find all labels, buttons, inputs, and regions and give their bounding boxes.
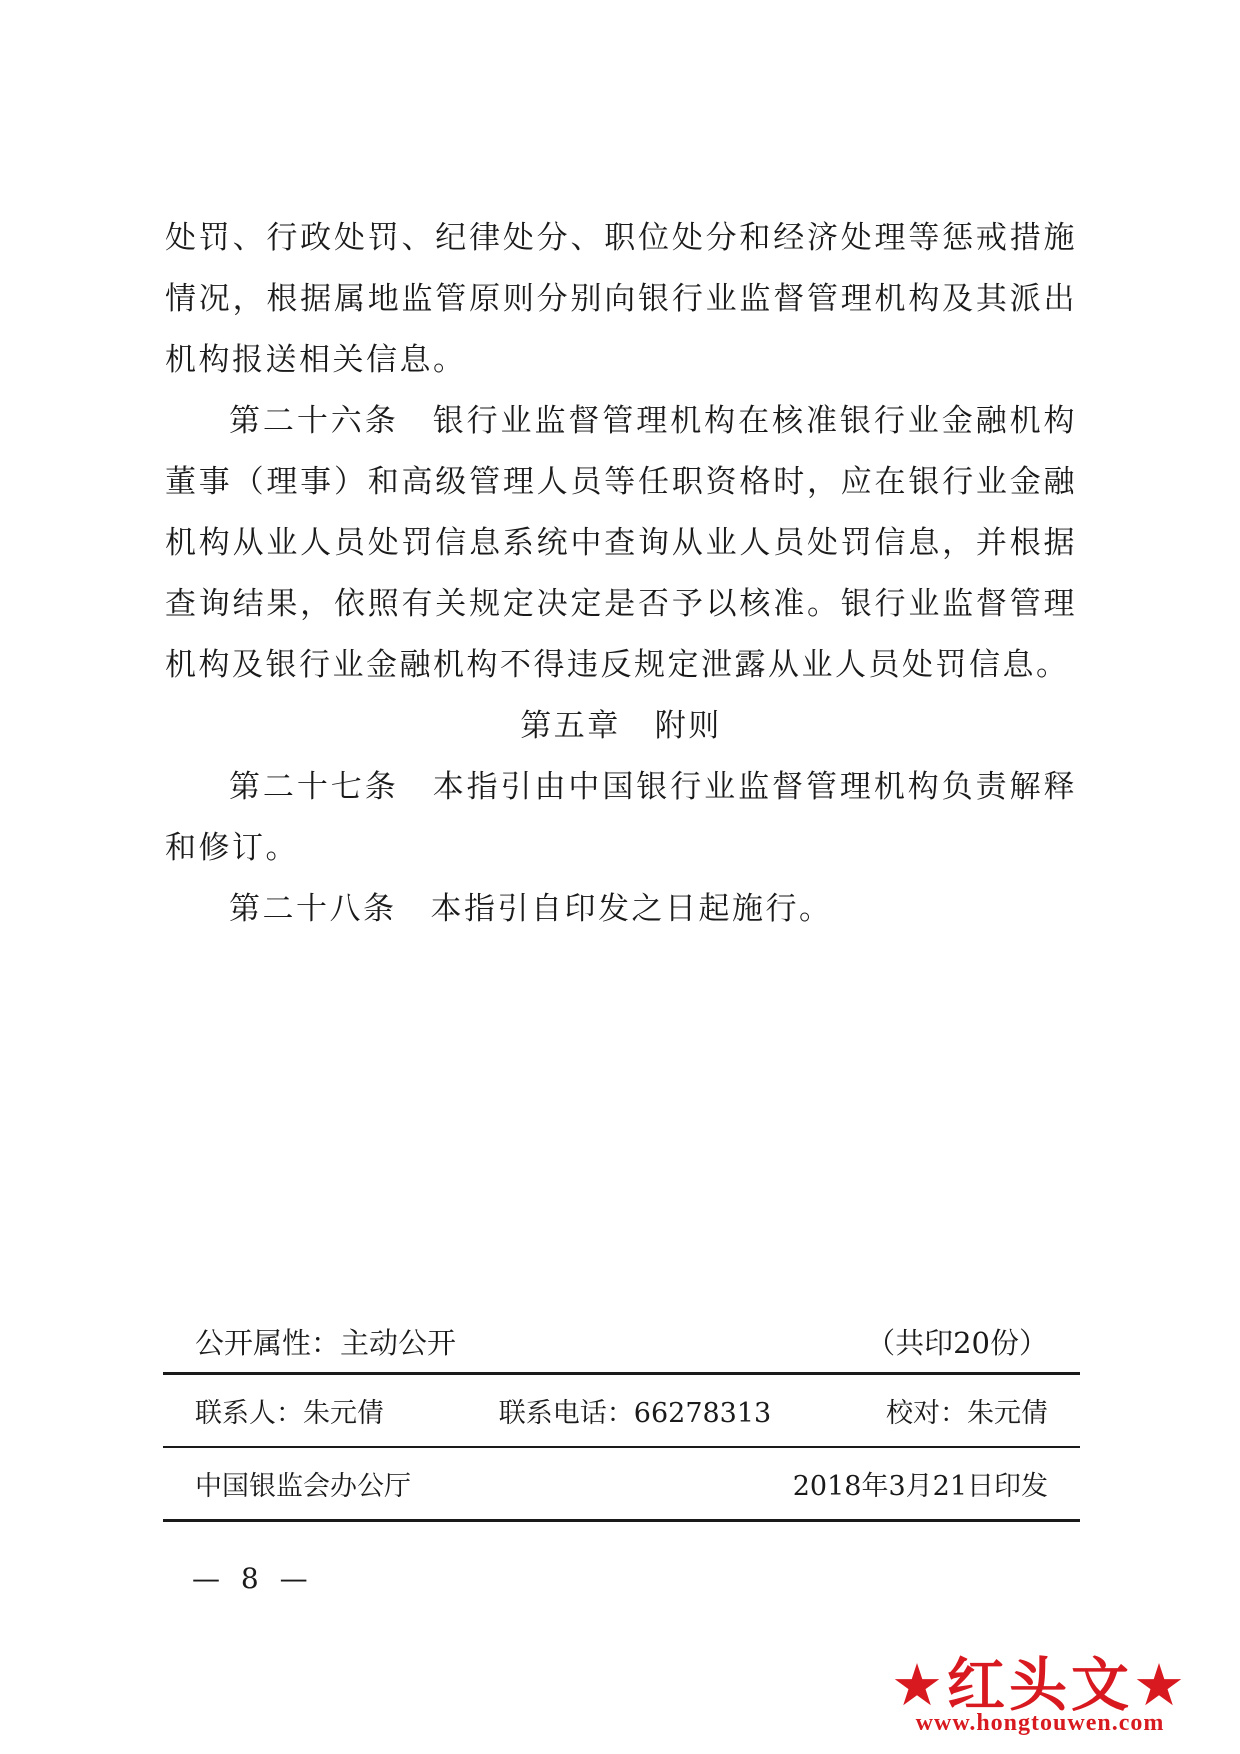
footer-row-issuer [163, 1448, 1080, 1519]
paragraph-continuation: 处罚、行政处罚、纪律处分、职位处分和经济处理等惩戒措施情况，根据属地监管原则分别向银行业监督管理机构及其派出机构报送相关信息。 [165, 220, 1077, 378]
body-text [165, 208, 1077, 940]
footer-row-contact [163, 1375, 1080, 1446]
contact-phone: 联系电话：66278313 [498, 1398, 772, 1429]
article-text: 本指引由中国银行业监督管理机构负责解释和修订。 [165, 769, 1078, 866]
issuing-office: 中国银监会办公厅 [195, 1471, 411, 1502]
star-icon: ★ [1133, 1651, 1189, 1719]
chapter-number: 第五章 [520, 708, 621, 744]
footer-divider [163, 1519, 1080, 1522]
article-26 [165, 391, 1077, 696]
site-watermark [855, 1638, 1225, 1748]
watermark-url: www.hongtouwen.com [915, 1710, 1165, 1736]
contact-person: 联系人：朱元倩 [195, 1398, 384, 1429]
copies-count: （共印20份） [866, 1325, 1048, 1360]
star-icon: ★ [890, 1651, 947, 1719]
footer-row-disclosure [163, 1310, 1080, 1372]
article-number: 第二十七条 [229, 769, 399, 805]
article-27 [165, 757, 1077, 879]
chapter-heading [165, 696, 1077, 757]
page-number: — 8 — [192, 1562, 314, 1595]
issue-date: 2018年3月21日印发 [792, 1471, 1048, 1502]
article-number: 第二十八条 [229, 891, 397, 927]
proofreader: 校对：朱元倩 [886, 1398, 1048, 1429]
chapter-title: 附则 [654, 708, 722, 744]
article-text: 银行业监督管理机构在核准银行业金融机构董事（理事）和高级管理人员等任职资格时，应在银行业金融机构从业人员处罚信息系统中查询从业人员处罚信息，并根据查询结果，依照有关规定决定是否予以核准。银行业监督管理机构及银行业金融机构不得违反规定泄露从业人员处罚信息。 [165, 403, 1078, 683]
disclosure-attribute: 公开属性：主动公开 [195, 1325, 457, 1360]
document-footer [163, 1310, 1080, 1522]
article-number: 第二十六条 [229, 403, 399, 439]
watermark-title-text: 红头文 [946, 1651, 1133, 1719]
article-text: 本指引自印发之日起施行。 [430, 891, 833, 927]
article-28 [165, 879, 1077, 940]
